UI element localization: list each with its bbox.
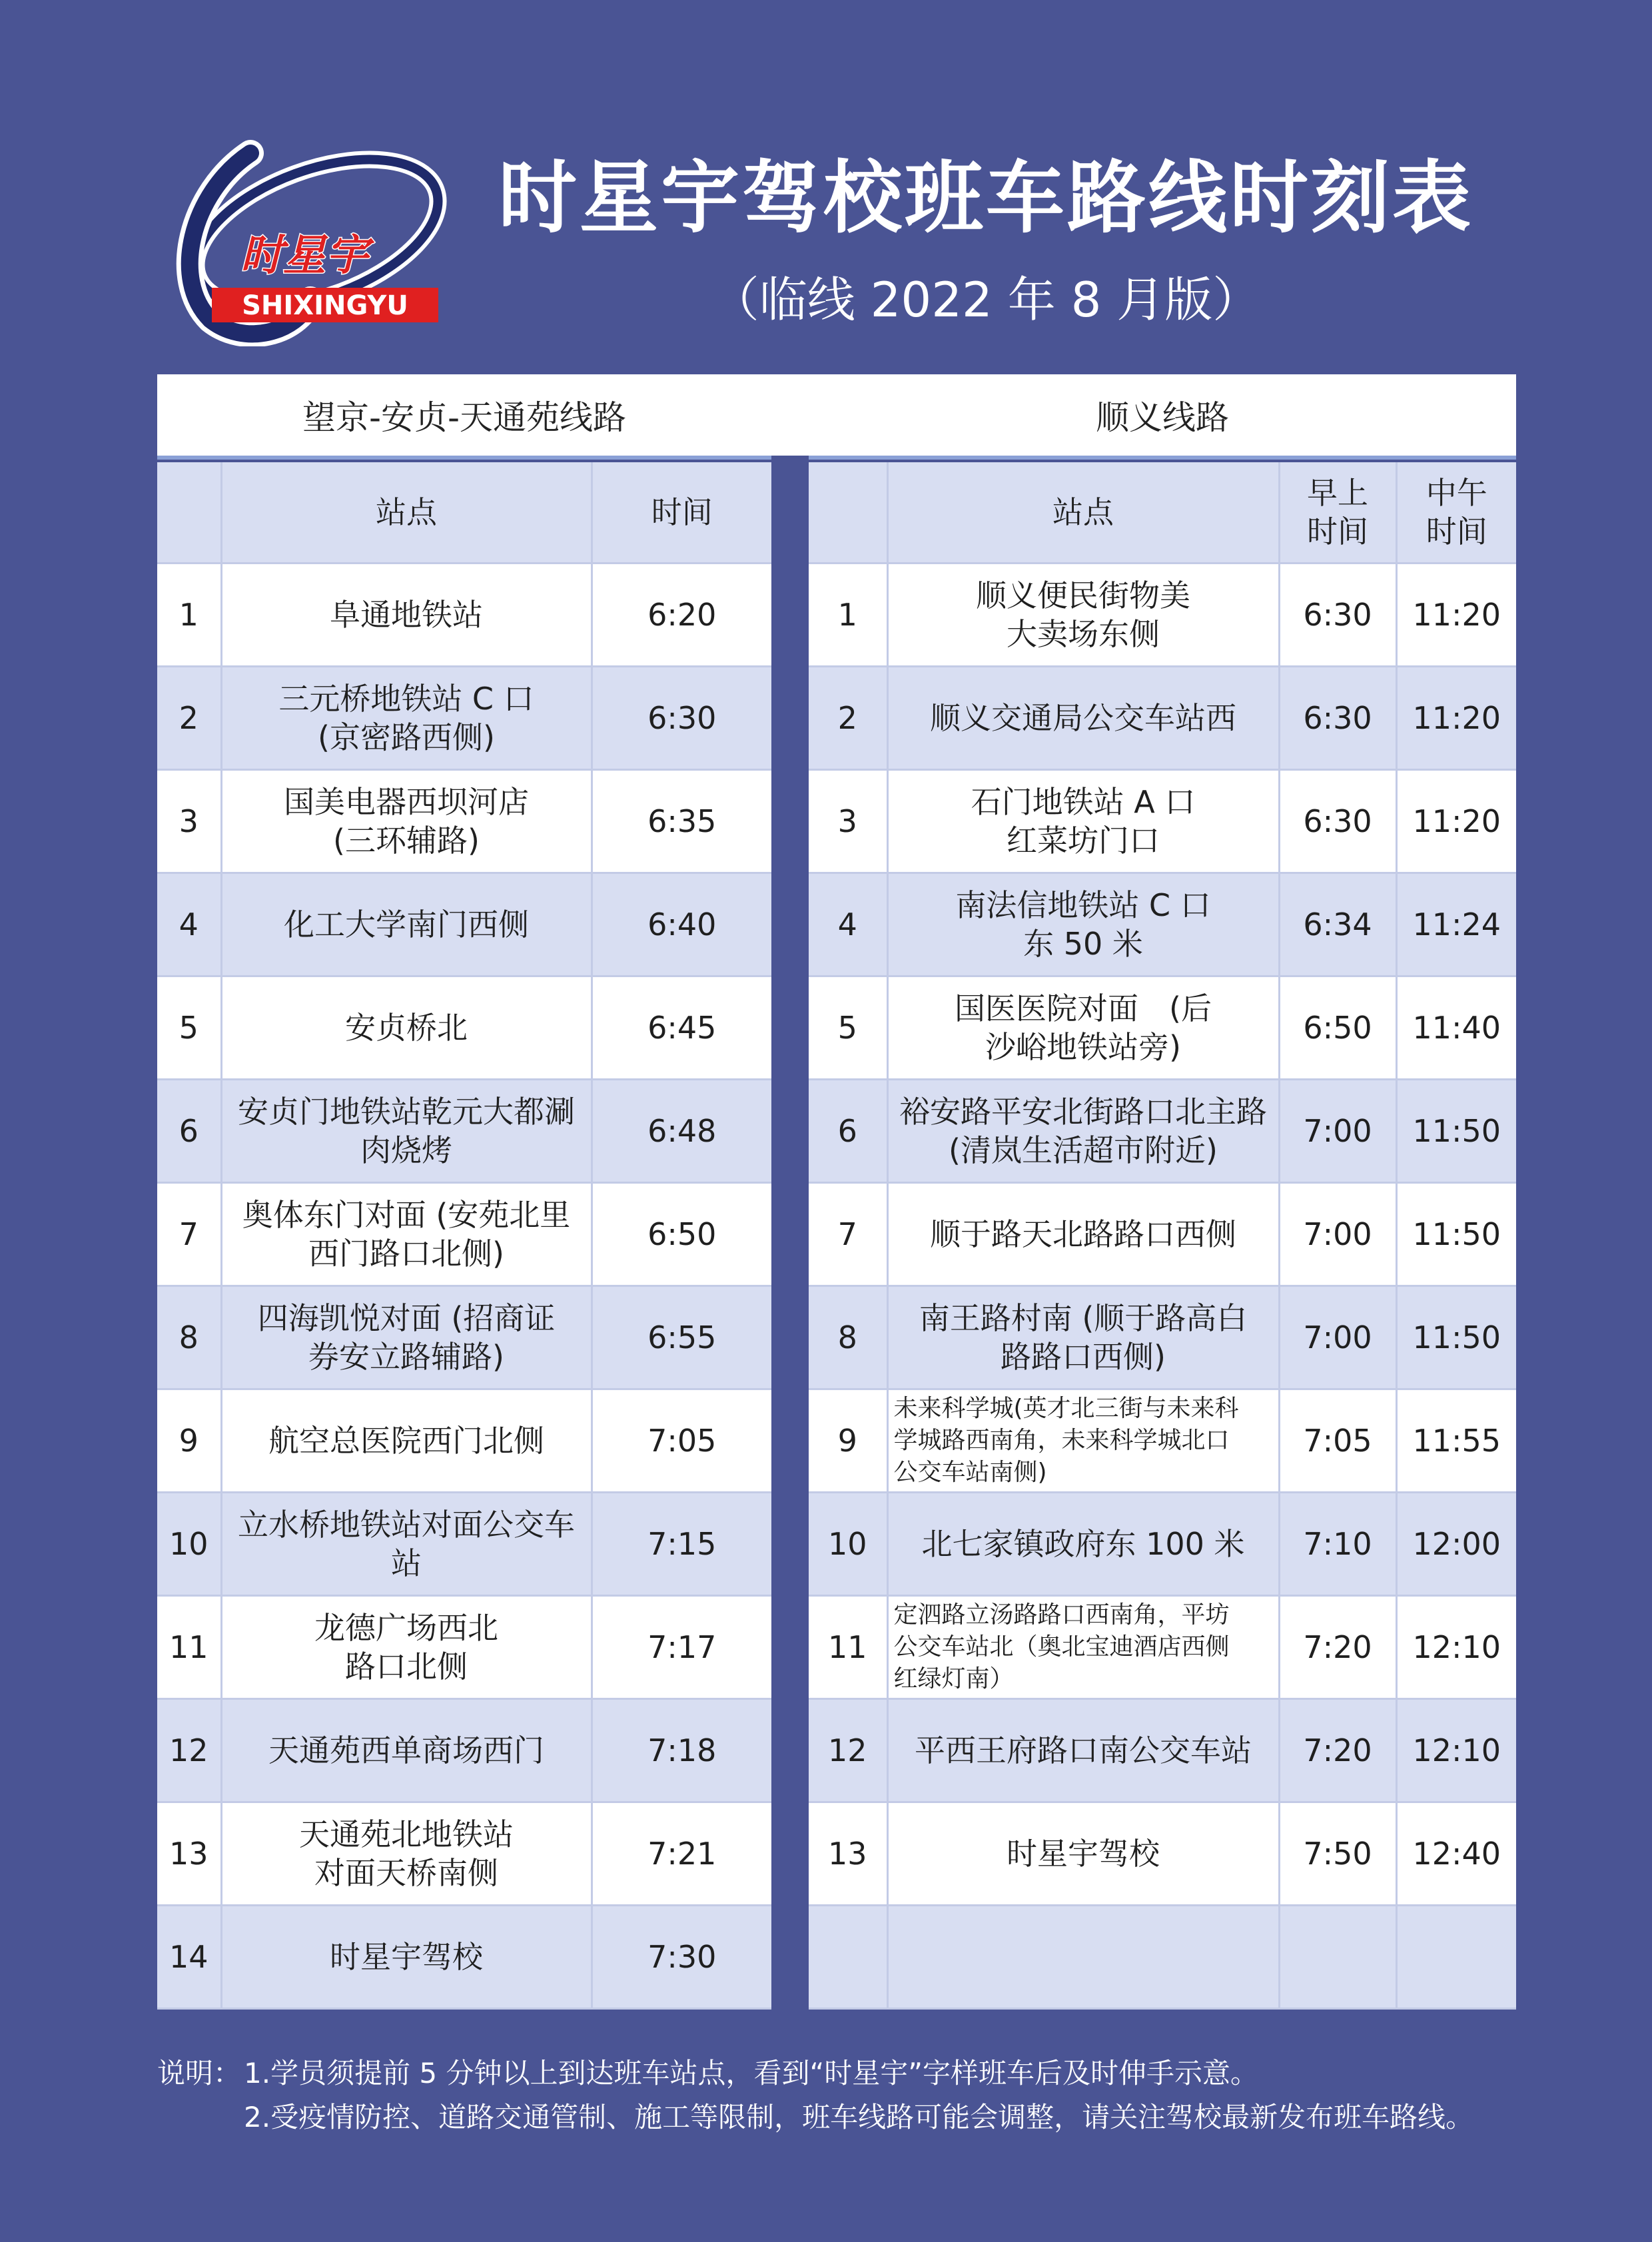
morning-time: 6:30 (1279, 563, 1396, 667)
logo-en-text: SHIXINGYU (242, 290, 408, 321)
table-row (157, 667, 771, 770)
stop-number: 1 (809, 563, 887, 667)
morning-time: 6:34 (1279, 873, 1396, 976)
stop-time: 6:30 (592, 667, 771, 770)
table-header-row (157, 462, 771, 563)
stop-name: 裕安路平安北街路口北主路 (清岚生活超市附近) (887, 1080, 1279, 1183)
stop-number: 4 (809, 873, 887, 976)
morning-time: 6:30 (1279, 667, 1396, 770)
noon-time: 11:40 (1396, 976, 1516, 1080)
stop-time: 6:40 (592, 873, 771, 976)
stop-number: 9 (157, 1389, 221, 1493)
stop-name: 四海凯悦对面 (招商证 券安立路辅路) (221, 1286, 592, 1389)
stop-name: 石门地铁站 A 口 红菜坊门口 (887, 770, 1279, 873)
stop-number: 7 (157, 1183, 221, 1286)
noon-time: 12:10 (1396, 1699, 1516, 1802)
table-row (809, 1596, 1516, 1699)
stop-number: 12 (809, 1699, 887, 1802)
stop-number: 6 (157, 1080, 221, 1183)
stop-time: 7:15 (592, 1493, 771, 1596)
header-morning-time: 早上 时间 (1279, 462, 1396, 563)
stop-name: 奥体东门对面 (安苑北里 西门路口北侧) (221, 1183, 592, 1286)
table-header-row (809, 462, 1516, 563)
morning-time: 7:00 (1279, 1286, 1396, 1389)
morning-time: 7:50 (1279, 1802, 1396, 1906)
morning-time (1279, 1906, 1396, 2009)
stop-number: 11 (809, 1596, 887, 1699)
stop-time: 6:50 (592, 1183, 771, 1286)
stop-number: 7 (809, 1183, 887, 1286)
stop-name: 南法信地铁站 C 口 东 50 米 (887, 873, 1279, 976)
left-route-panel (157, 374, 771, 2010)
stop-name: 未来科学城(英才北三街与未来科 学城路西南角，未来科学城北口 公交车站南侧) (887, 1389, 1279, 1493)
stop-time: 7:17 (592, 1596, 771, 1699)
table-row (809, 1183, 1516, 1286)
stop-name: 时星宇驾校 (887, 1802, 1279, 1906)
noon-time: 12:40 (1396, 1802, 1516, 1906)
noon-time: 12:10 (1396, 1596, 1516, 1699)
table-row (157, 1286, 771, 1389)
stop-name: 南王路村南 (顺于路高白 路路口西侧) (887, 1286, 1279, 1389)
noon-time (1396, 1906, 1516, 2009)
table-row (809, 1080, 1516, 1183)
stop-name: 北七家镇政府东 100 米 (887, 1493, 1279, 1596)
morning-time: 7:20 (1279, 1596, 1396, 1699)
table-row (157, 770, 771, 873)
stop-name: 安贞门地铁站乾元大都涮 肉烧烤 (221, 1080, 592, 1183)
table-row (157, 873, 771, 976)
table-row (809, 1699, 1516, 1802)
table-row (157, 1080, 771, 1183)
table-row (157, 1389, 771, 1493)
note-item: 2.受疫情防控、道路交通管制、施工等限制，班车线路可能会调整，请关注驾校最新发布班车路线。 (244, 2101, 1474, 2133)
header-stop: 站点 (887, 462, 1279, 563)
stop-name: 天通苑北地铁站 对面天桥南侧 (221, 1802, 592, 1906)
stop-name: 三元桥地铁站 C 口 (京密路西侧) (221, 667, 592, 770)
stop-time: 6:48 (592, 1080, 771, 1183)
stop-name: 立水桥地铁站对面公交车 站 (221, 1493, 592, 1596)
stop-name: 航空总医院西门北侧 (221, 1389, 592, 1493)
stop-time: 7:18 (592, 1699, 771, 1802)
logo-cn-text: 时星宇 (240, 231, 368, 280)
stop-number: 9 (809, 1389, 887, 1493)
stop-number (809, 1906, 887, 2009)
stop-number: 14 (157, 1906, 221, 2009)
table-row (809, 770, 1516, 873)
table-row (157, 1802, 771, 1906)
right-route-title: 顺义线路 (809, 374, 1516, 460)
table-row (157, 563, 771, 667)
table-row (157, 1699, 771, 1802)
stop-name: 龙德广场西北 路口北侧 (221, 1596, 592, 1699)
stop-number: 1 (157, 563, 221, 667)
stop-number: 5 (809, 976, 887, 1080)
table-row (809, 1493, 1516, 1596)
stop-name: 顺于路天北路路口西侧 (887, 1183, 1279, 1286)
stop-name: 化工大学南门西侧 (221, 873, 592, 976)
stop-number: 2 (157, 667, 221, 770)
stop-time: 7:30 (592, 1906, 771, 2009)
stop-name (887, 1906, 1279, 2009)
header-noon-time: 中午 时间 (1396, 462, 1516, 563)
note-item: 1.学员须提前 5 分钟以上到达班车站点，看到“时星宇”字样班车后及时伸手示意。 (244, 2057, 1259, 2089)
stop-number: 13 (157, 1802, 221, 1906)
stop-time: 6:55 (592, 1286, 771, 1389)
right-route-table (809, 462, 1516, 2010)
noon-time: 11:20 (1396, 770, 1516, 873)
right-route-panel (809, 374, 1516, 2010)
noon-time: 12:00 (1396, 1493, 1516, 1596)
stop-name: 阜通地铁站 (221, 563, 592, 667)
stop-number: 3 (157, 770, 221, 873)
stop-number: 2 (809, 667, 887, 770)
stop-name: 天通苑西单商场西门 (221, 1699, 592, 1802)
header-gap (771, 374, 809, 456)
stop-number: 10 (157, 1493, 221, 1596)
morning-time: 7:00 (1279, 1080, 1396, 1183)
stop-number: 6 (809, 1080, 887, 1183)
stop-number: 3 (809, 770, 887, 873)
table-row (809, 976, 1516, 1080)
left-route-table (157, 462, 771, 2010)
page-subtitle: （临线 2022 年 8 月版） (711, 272, 1261, 328)
table-row (809, 873, 1516, 976)
morning-time: 7:00 (1279, 1183, 1396, 1286)
stop-name: 国美电器西坝河店 (三环辅路) (221, 770, 592, 873)
stop-name: 定泗路立汤路路口西南角，平坊 公交车站北（奥北宝迪酒店西侧 红绿灯南） (887, 1596, 1279, 1699)
noon-time: 11:50 (1396, 1286, 1516, 1389)
stop-number: 13 (809, 1802, 887, 1906)
notes (157, 2052, 1556, 2139)
noon-time: 11:55 (1396, 1389, 1516, 1493)
header-time: 时间 (592, 462, 771, 563)
table-row (157, 976, 771, 1080)
table-row (809, 1906, 1516, 2009)
noon-time: 11:50 (1396, 1080, 1516, 1183)
stop-number: 8 (157, 1286, 221, 1389)
stop-time: 7:21 (592, 1802, 771, 1906)
morning-time: 7:10 (1279, 1493, 1396, 1596)
noon-time: 11:50 (1396, 1183, 1516, 1286)
table-row (809, 563, 1516, 667)
table-row (809, 1802, 1516, 1906)
page-title: 时星宇驾校班车路线时刻表 (498, 152, 1473, 244)
stop-number: 8 (809, 1286, 887, 1389)
table-row (809, 1286, 1516, 1389)
noon-time: 11:20 (1396, 667, 1516, 770)
stop-number: 5 (157, 976, 221, 1080)
notes-label: 说明： (157, 2057, 242, 2089)
header-no (157, 462, 221, 563)
stop-name: 安贞桥北 (221, 976, 592, 1080)
morning-time: 7:05 (1279, 1389, 1396, 1493)
school-logo (151, 133, 457, 346)
stop-time: 7:05 (592, 1389, 771, 1493)
stop-time: 6:20 (592, 563, 771, 667)
table-row (157, 1596, 771, 1699)
stop-number: 10 (809, 1493, 887, 1596)
stop-number: 12 (157, 1699, 221, 1802)
morning-time: 7:20 (1279, 1699, 1396, 1802)
stop-name: 平西王府路口南公交车站 (887, 1699, 1279, 1802)
stop-number: 11 (157, 1596, 221, 1699)
stop-name: 顺义交通局公交车站西 (887, 667, 1279, 770)
stop-name: 顺义便民街物美 大卖场东侧 (887, 563, 1279, 667)
noon-time: 11:20 (1396, 563, 1516, 667)
stop-time: 6:45 (592, 976, 771, 1080)
stop-name: 国医医院对面 (后 沙峪地铁站旁) (887, 976, 1279, 1080)
table-row (157, 1906, 771, 2009)
stop-name: 时星宇驾校 (221, 1906, 592, 2009)
stop-time: 6:35 (592, 770, 771, 873)
table-row (157, 1183, 771, 1286)
header-no (809, 462, 887, 563)
header-stop: 站点 (221, 462, 592, 563)
morning-time: 6:30 (1279, 770, 1396, 873)
left-route-title: 望京-安贞-天通苑线路 (157, 374, 771, 460)
table-row (809, 667, 1516, 770)
table-row (157, 1493, 771, 1596)
stop-number: 4 (157, 873, 221, 976)
noon-time: 11:24 (1396, 873, 1516, 976)
table-row (809, 1389, 1516, 1493)
morning-time: 6:50 (1279, 976, 1396, 1080)
